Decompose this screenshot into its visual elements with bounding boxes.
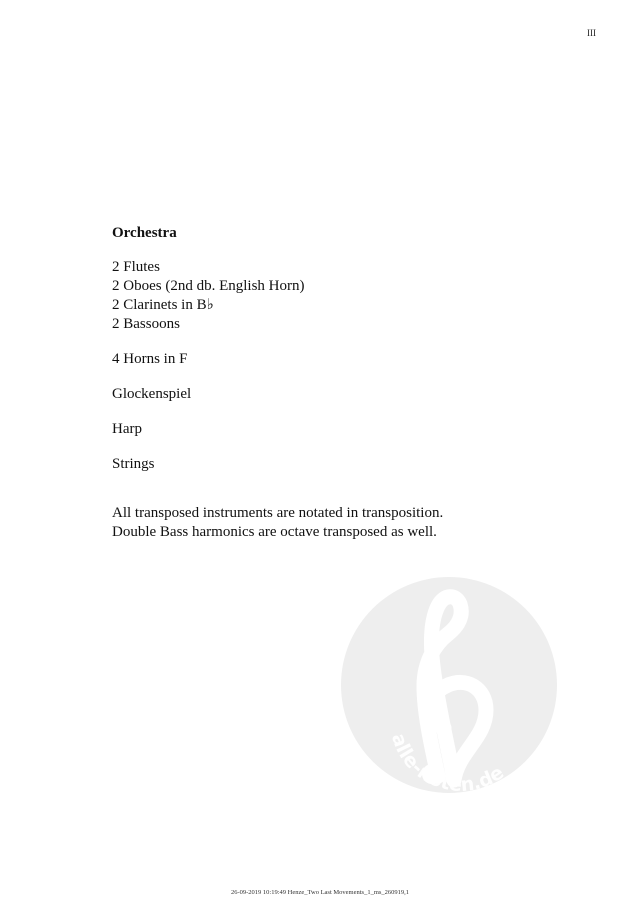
instrument-line: 2 Clarinets in B♭: [112, 297, 214, 313]
section-heading: Orchestra: [112, 225, 177, 241]
watermark-text: alle-noten.de: [386, 730, 508, 794]
instrument-line: Harp: [112, 421, 142, 437]
instrument-line: 2 Oboes (2nd db. English Horn): [112, 278, 305, 294]
harp-group: [112, 420, 592, 439]
instrument-line: Strings: [112, 456, 155, 472]
percussion-group: [112, 385, 592, 404]
transposition-notes: [112, 504, 592, 542]
page-number: III: [587, 28, 596, 38]
strings-group: [112, 455, 592, 474]
footer-meta: 26-09-2019 10:19:49 Henze_Two Last Movements_1_ms_260919,1: [230, 889, 410, 896]
woodwinds-group: [112, 258, 592, 334]
instrument-line: 2 Bassoons: [112, 316, 180, 332]
instrument-line: 4 Horns in F: [112, 351, 188, 367]
instrument-line: Glockenspiel: [112, 386, 192, 402]
instrumentation-list: [112, 225, 592, 542]
note-line: Double Bass harmonics are octave transposed as well.: [112, 524, 437, 540]
instrument-line: 2 Flutes: [112, 259, 160, 275]
note-line: All transposed instruments are notated in transposition.: [112, 505, 444, 521]
brass-group: [112, 350, 592, 369]
treble-clef-watermark-icon: [340, 576, 558, 794]
